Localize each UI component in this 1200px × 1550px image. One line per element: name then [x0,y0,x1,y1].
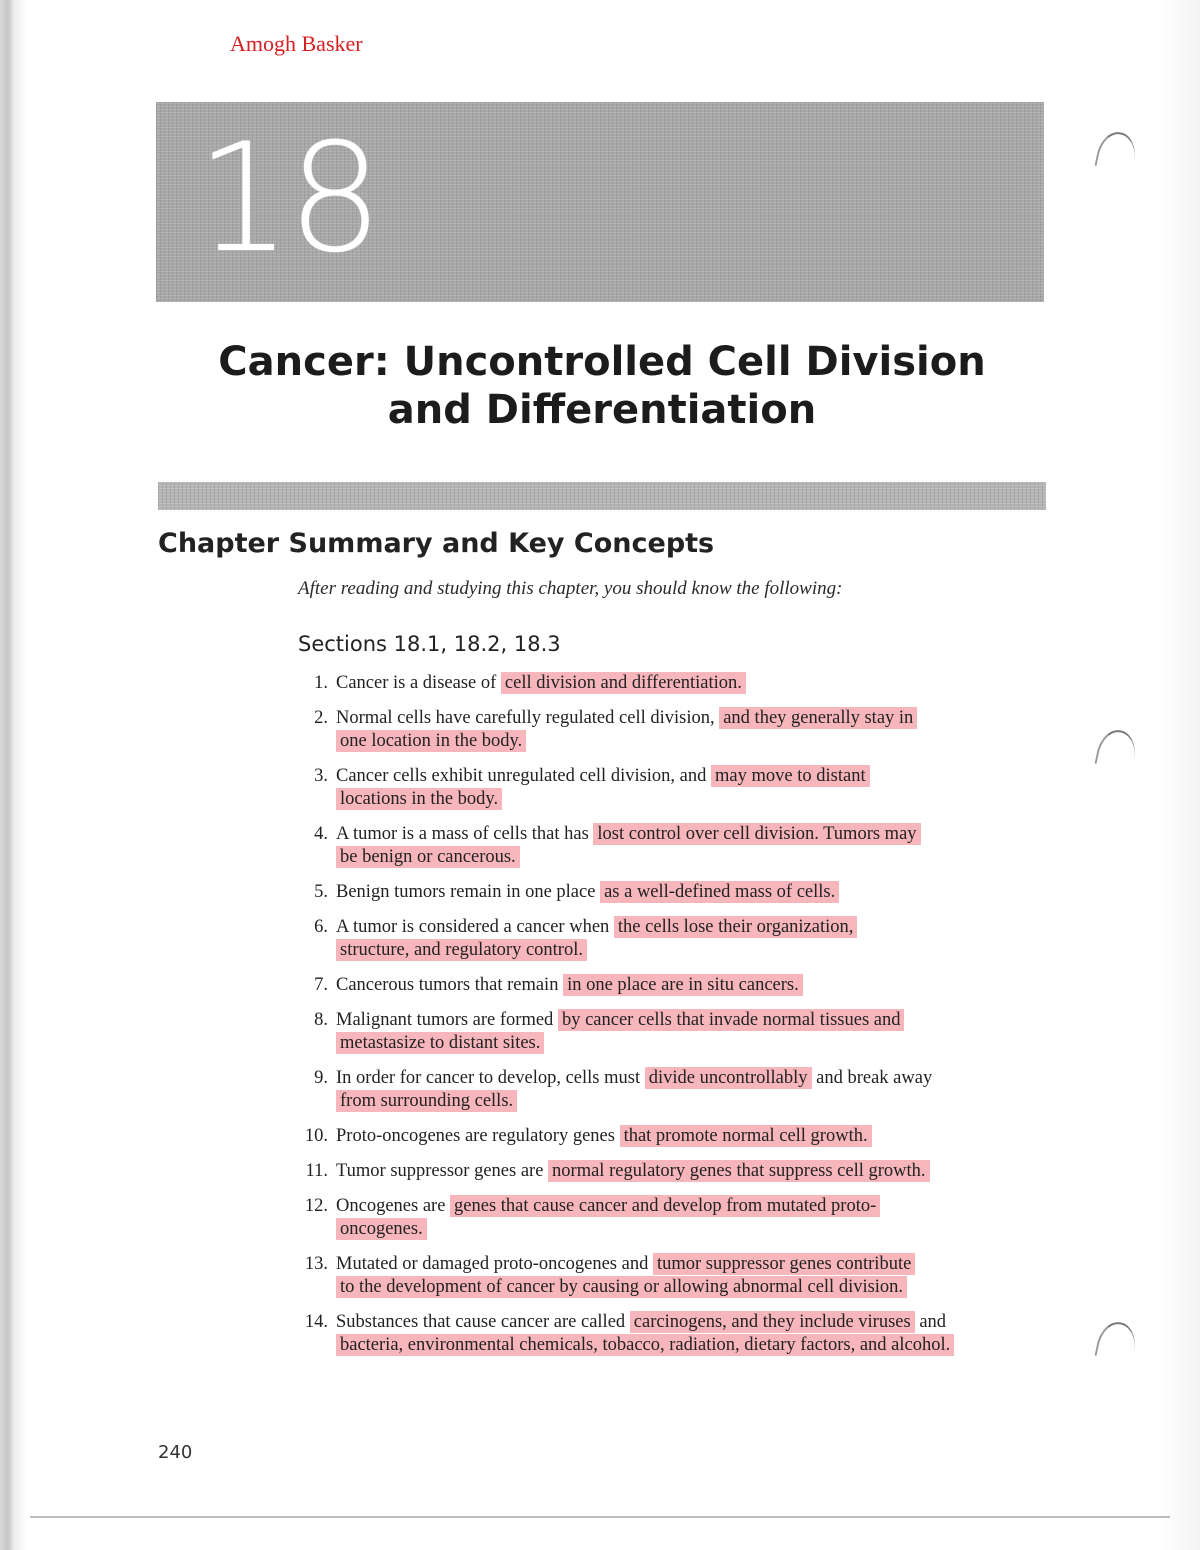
binder-hole-2 [1094,726,1139,771]
list-item-number: 14. [304,1312,328,1332]
list-item-number: 13. [304,1254,328,1274]
list-item-line [336,1009,1060,1032]
highlighted-text: as a well-defined mass of cells. [600,881,839,903]
list-item-number: 2. [314,708,328,728]
highlighted-text: and they generally stay in [719,707,917,729]
highlighted-text: from surrounding cells. [336,1090,517,1112]
list-item [300,1009,1060,1055]
highlighted-text: the cells lose their organization, [614,916,857,938]
list-item-number: 12. [304,1196,328,1216]
list-item-line [336,1160,1060,1183]
list-item-line [336,916,1060,939]
list-item [300,1195,1060,1241]
highlighted-text: tumor suppressor genes contribute [653,1253,915,1275]
list-item-number: 1. [314,673,328,693]
list-item-text: A tumor is considered a cancer when [336,917,614,937]
list-item-text: Proto-oncogenes are regulatory genes [336,1126,620,1146]
highlighted-text: bacteria, environmental chemicals, tobacco, radiation, dietary factors, and alcohol. [336,1334,954,1356]
highlighted-text: lost control over cell division. Tumors may [593,823,920,845]
list-item [300,672,1060,695]
list-item [300,765,1060,811]
highlighted-text: divide uncontrollably [645,1067,812,1089]
list-item-line [336,881,1060,904]
list-item-line [336,707,1060,730]
list-item-line [336,1090,1060,1113]
chapter-title-line-2: and Differentiation [387,387,817,433]
page-number: 240 [158,1442,193,1463]
binder-hole-3 [1094,1318,1139,1363]
list-item-number: 11. [305,1161,328,1181]
list-item-line [336,1032,1060,1055]
list-item [300,1311,1060,1357]
list-item [300,1160,1060,1183]
list-item-text: Substances that cause cancer are called [336,1312,630,1332]
list-item-line [336,730,1060,753]
list-item-line [336,1311,1060,1334]
list-item [300,974,1060,997]
summary-intro: After reading and studying this chapter, you should know the following: [298,578,843,599]
highlighted-text: metastasize to distant sites. [336,1032,544,1054]
list-item-text: Tumor suppressor genes are [336,1161,549,1181]
highlighted-text: that promote normal cell growth. [620,1125,872,1147]
summary-heading: Chapter Summary and Key Concepts [158,528,715,559]
chapter-title [150,338,1054,434]
highlighted-text: cell division and differentiation. [501,672,746,694]
section-divider-bar [158,482,1046,510]
list-item-line [336,1253,1060,1276]
list-item [300,1253,1060,1299]
scan-left-edge [0,0,26,1550]
highlighted-text: to the development of cancer by causing or allowing abnormal cell division. [336,1276,907,1298]
list-item-text: In order for cancer to develop, cells must [336,1068,645,1088]
highlighted-text: normal regulatory genes that suppress cell growth. [548,1160,930,1182]
list-item [300,707,1060,753]
binder-hole-1 [1094,128,1139,173]
list-item-line [336,1067,1060,1090]
list-item-text: and break away [811,1068,933,1088]
list-item-line [336,765,1060,788]
list-item-number: 6. [314,917,328,937]
list-item-text: Malignant tumors are formed [336,1010,558,1030]
list-item [300,881,1060,904]
highlighted-text: structure, and regulatory control. [336,939,587,961]
chapter-title-line-1: Cancer: Uncontrolled Cell Division [218,339,986,385]
highlighted-text: locations in the body. [336,788,502,810]
list-item-line [336,1195,1060,1218]
chapter-number: 18 [196,112,379,286]
chapter-banner [156,102,1044,302]
highlighted-text: carcinogens, and they include viruses [630,1311,915,1333]
list-item-line [336,788,1060,811]
highlighted-text: oncogenes. [336,1218,427,1240]
list-item-line [336,1218,1060,1241]
list-item-text: Cancer is a disease of [336,673,501,693]
list-item-line [336,823,1060,846]
list-item-text: Oncogenes are [336,1196,451,1216]
key-concepts-list [300,672,1060,1369]
list-item-text: and [914,1312,947,1332]
list-item-line [336,1125,1060,1148]
highlighted-text: be benign or cancerous. [336,846,520,868]
scan-right-shadow [1160,0,1200,1550]
list-item [300,916,1060,962]
handwritten-name-annotation: Amogh Basker [230,31,363,56]
list-item-text: Cancerous tumors that remain [336,975,564,995]
highlighted-text: genes that cause cancer and develop from mutated proto- [450,1195,880,1217]
list-item-number: 9. [314,1068,328,1088]
list-item-text: Mutated or damaged proto-oncogenes and [336,1254,653,1274]
list-item [300,823,1060,869]
list-item-line [336,1334,1060,1357]
list-item-number: 10. [304,1126,328,1146]
list-item-text: Benign tumors remain in one place [336,882,601,902]
highlighted-text: may move to distant [711,765,870,787]
list-item-text: Cancer cells exhibit unregulated cell division, and [336,766,712,786]
highlighted-text: one location in the body. [336,730,526,752]
list-item-line [336,939,1060,962]
list-item-number: 3. [314,766,328,786]
list-item-text: Normal cells have carefully regulated cell division, [336,708,720,728]
list-item [300,1067,1060,1113]
list-item-line [336,974,1060,997]
list-item-number: 4. [314,824,328,844]
list-item-line [336,1276,1060,1299]
list-item-number: 8. [314,1010,328,1030]
list-item [300,1125,1060,1148]
highlighted-text: by cancer cells that invade normal tissues and [558,1009,905,1031]
sections-heading: Sections 18.1, 18.2, 18.3 [298,632,561,656]
list-item-line [336,846,1060,869]
highlighted-text: in one place are in situ cancers. [563,974,803,996]
list-item-line [336,672,1060,695]
list-item-text: A tumor is a mass of cells that has [336,824,594,844]
list-item-number: 5. [314,882,328,902]
scan-bottom-edge [30,1516,1170,1518]
list-item-number: 7. [314,975,328,995]
